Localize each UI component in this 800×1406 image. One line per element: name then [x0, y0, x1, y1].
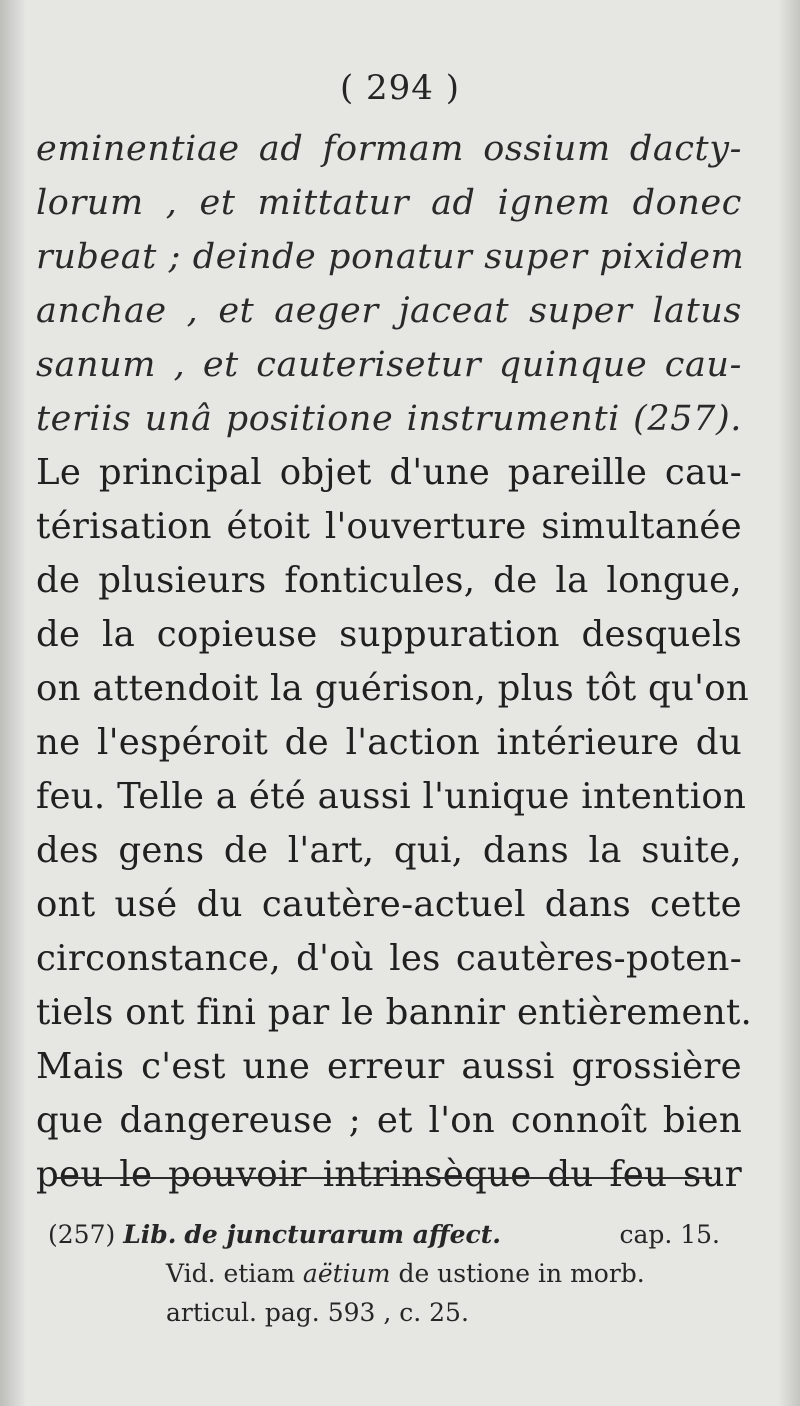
latin-line: rubeat ; deinde ponatur super pixidem: [36, 237, 745, 277]
footnote-line-1: [48, 1215, 720, 1254]
french-line: Le principal objet d'une pareille cau-: [36, 452, 742, 493]
footnote-source-work: de juncturarum affect.: [184, 1220, 501, 1249]
footnote-author: aëtium: [302, 1259, 391, 1288]
french-line: tiels ont fini par le bannir entièrement.: [36, 992, 753, 1033]
footnote-divider: [56, 1177, 712, 1179]
french-line: de plusieurs fonticules, de la longue,: [36, 560, 742, 601]
page-edge-shadow-right: [778, 0, 800, 1406]
page-number: ( 294 ): [339, 68, 461, 108]
latin-line: eminentiae ad formam ossium dacty-: [36, 129, 742, 169]
french-line: circonstance, d'où les cautères-poten-: [36, 938, 742, 979]
footnote-ustione: de ustione in morb.: [398, 1259, 645, 1288]
footnote-vid: Vid. etiam: [166, 1259, 295, 1288]
french-line: ne l'espéroit de l'action intérieure du: [36, 722, 742, 763]
latin-line: teriis unâ positione instrumenti (257).: [36, 399, 742, 439]
footnote-source-title: Lib.: [123, 1220, 177, 1249]
french-line: Mais c'est une erreur aussi grossière: [36, 1046, 742, 1087]
footnote-line-2: [48, 1254, 720, 1293]
latin-line: lorum , et mittatur ad ignem donec: [36, 183, 742, 223]
footnote-line-3: articul. pag. 593 , c. 25.: [166, 1298, 469, 1327]
latin-line: sanum , et cauterisetur quinque cau-: [36, 345, 742, 385]
french-line: feu. Telle a été aussi l'unique intention: [36, 776, 747, 817]
footnote-chapter: cap. 15.: [619, 1220, 720, 1249]
footnote: [48, 1215, 720, 1332]
french-line: térisation étoit l'ouverture simultanée: [36, 506, 742, 547]
footnote-ref: (257): [48, 1220, 116, 1249]
latin-line: anchae , et aeger jaceat super latus: [36, 291, 742, 331]
french-line: ont usé du cautère-actuel dans cette: [36, 884, 742, 925]
body-text: [36, 122, 753, 1202]
french-line: des gens de l'art, qui, dans la suite,: [36, 830, 742, 871]
french-line: on attendoit la guérison, plus tôt qu'on: [36, 668, 750, 709]
french-line: que dangereuse ; et l'on connoît bien: [36, 1100, 742, 1141]
french-line: de la copieuse suppuration desquels: [36, 614, 742, 655]
page-edge-shadow-left: [0, 0, 26, 1406]
french-line: peu le pouvoir intrinsèque du feu sur: [36, 1154, 742, 1195]
